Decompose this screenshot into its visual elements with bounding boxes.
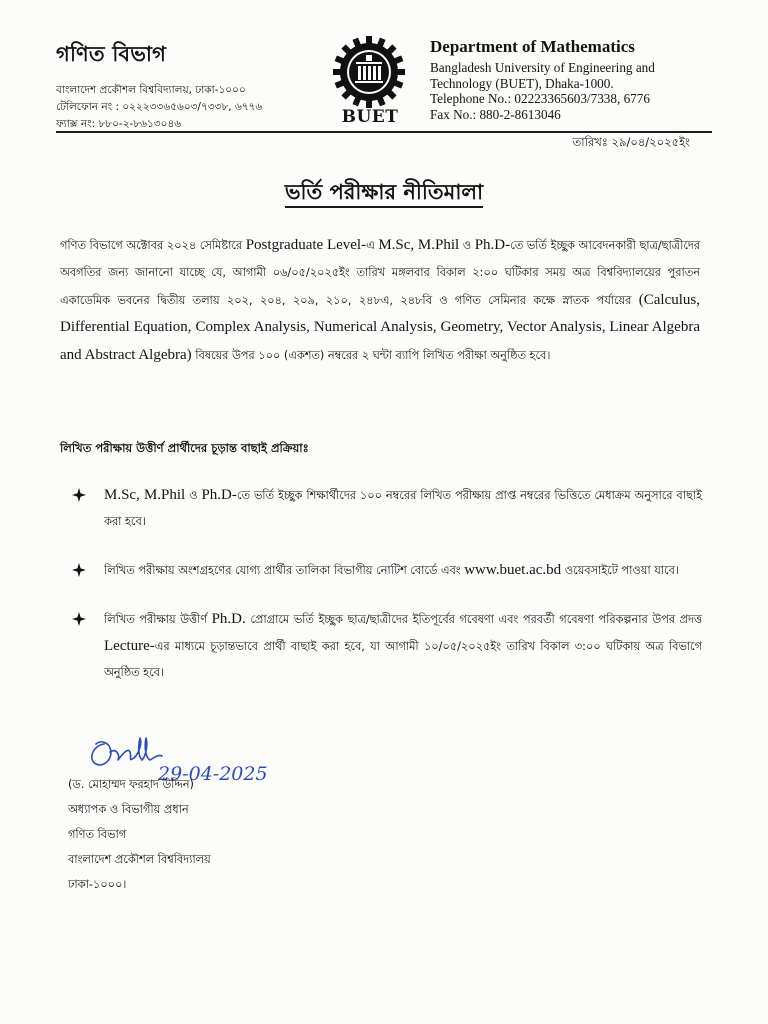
department-name-en: Department of Mathematics [430,37,635,56]
notice-title-text: ভর্তি পরীক্ষার নীতিমালা [285,180,483,208]
diamond-bullet-icon [72,488,86,502]
notice-body-paragraph [60,232,700,370]
para-text: তে ভর্তি ইচ্ছুক আবেদনকারী ছাত্র/ছাত্রীদের অবগতির জন্য জানানো যাচ্ছে যে, আগামী ০৬/০৫/২০২৫ইং তারিখ মঙ্গলবার বিকাল ২:০০ ঘটিকার সময় অত্র বিশ্ববিদ্যালয়ের পুরাতন একাডেমিক ভবনের দ্বিতীয় তলায় ২০২, ২০৪, ২০৯, ২১০, ২৪৮এ, ২৪৮বি ও গণিত সেমিনার কক্ষে স্নাতক পর্যায়ের [60,239,701,307]
signatory-block [68,772,211,897]
university-name-en-line2: Technology (BUET), Dhaka-1000. [430,75,614,91]
letterhead-english [430,37,730,122]
fax-en: Fax No.: 880-2-8613046 [430,106,561,122]
diamond-bullet-icon [72,612,86,626]
list-item [72,606,702,686]
telephone-bn: টেলিফোন নং : ০২২২৩৩৬৫৬০৩/৭৩৩৮, ৬৭৭৬ [56,101,263,113]
letterhead-bangla [56,38,356,133]
fax-bn: ফ্যাক্স নং: ৮৮০-২-৮৬১৩০৪৬ [56,118,182,130]
university-name-en-line1: Bangladesh University of Engineering and [430,60,655,75]
notice-date: তারিখঃ ২৯/০৪/২০২৫ইং [572,135,690,149]
telephone-en: Telephone No.: 02223365603/7338, 6776 [430,91,650,106]
logo-text: BUET [341,107,399,127]
list-item [72,482,702,535]
signatory-name: (ড. মোহাম্মদ ফরহাদ উদ্দিন) [68,778,194,791]
list-text: এর মাধ্যমে চূড়ান্তভাবে প্রার্থী বাছাই করা হবে, যা আগামী ১০/০৫/২০২৫ইং তারিখ বিকাল ৩:০০ ঘটিকায় অত্র বিভাগে অনুষ্ঠিত হবে। [104,640,702,679]
signature-date: 29-04-2025 [158,763,268,785]
buet-logo [330,36,410,128]
list-text: লিখিত পরীক্ষায় অংশগ্রহণের যোগ্য প্রার্থীর তালিকা বিভাগীয় নোটিশ বোর্ডে এবং [104,564,465,577]
signatory-department: গণিত বিভাগ [68,828,127,841]
para-text: ও [459,239,475,252]
list-text: তে ভর্তি ইচ্ছুক শিক্ষার্থীদের ১০০ নম্বরের লিখিত পরীক্ষায় প্রাপ্ত নম্বরের ভিত্তিতে মেধাক্রম অনুসারে বাছাই করা হবে। [104,489,702,528]
notice-title [0,176,768,211]
list-text-en: Ph.D- [201,487,237,503]
signatory-city: ঢাকা-১০০০। [68,878,127,891]
list-text-en: Lecture- [104,638,155,654]
para-text: বিষয়ের উপর ১০০ (একশত) নম্বরের ২ ঘন্টা ব্যাপি লিখিত পরীক্ষা অনুষ্ঠিত হবে। [191,349,551,363]
para-text: এ [366,239,379,252]
para-text-en: Ph.D- [474,237,511,253]
department-name-bn: গণিত বিভাগ [56,42,167,66]
list-text: লিখিত পরীক্ষায় উত্তীর্ণ [104,613,212,626]
diamond-bullet-icon [72,563,86,577]
para-text-en: Postgraduate Level- [245,237,367,253]
para-text: গণিত বিভাগে অক্টোবর ২০২৪ সেমিষ্টারে [60,239,246,252]
buet-gear-emblem-icon [333,36,405,108]
university-address-bn: বাংলাদেশ প্রকৌশল বিশ্ববিদ্যালয়, ঢাকা-১০০০ [56,84,246,96]
list-text-en: Ph.D. [211,611,246,627]
list-text: ওয়েবসাইটে পাওয়া যাবে। [561,564,679,577]
list-text-en: M.Sc, M.Phil [104,487,186,503]
para-text-en: M.Sc, M.Phil [378,237,460,253]
list-text: প্রোগ্রামে ভর্তি ইচ্ছুক ছাত্র/ছাত্রীদের ইতিপূর্বের গবেষণা এবং পরবর্তী গবেষণা পরিকল্পনার উপর প্রদত্ত [245,613,702,626]
subject-list: (Calculus, Differential Equation, Complex Analysis, Numerical Analysis, Geometry, Vector Analysis, Linear Algebra and Abstract Algebra) [60,291,700,364]
signatory-university: বাংলাদেশ প্রকৌশল বিশ্ববিদ্যালয় [68,853,211,866]
letterhead-divider [56,131,712,133]
website-link[interactable]: www.buet.ac.bd [464,562,562,578]
list-text: ও [185,489,202,502]
signatory-designation: অধ্যাপক ও বিভাগীয় প্রধান [68,803,189,816]
list-item [72,557,702,584]
selection-process-heading: লিখিত পরীক্ষায় উত্তীর্ণ প্রার্থীদের চূড়ান্ত বাছাই প্রক্রিয়াঃ [60,441,309,455]
selection-criteria-list [72,482,702,686]
